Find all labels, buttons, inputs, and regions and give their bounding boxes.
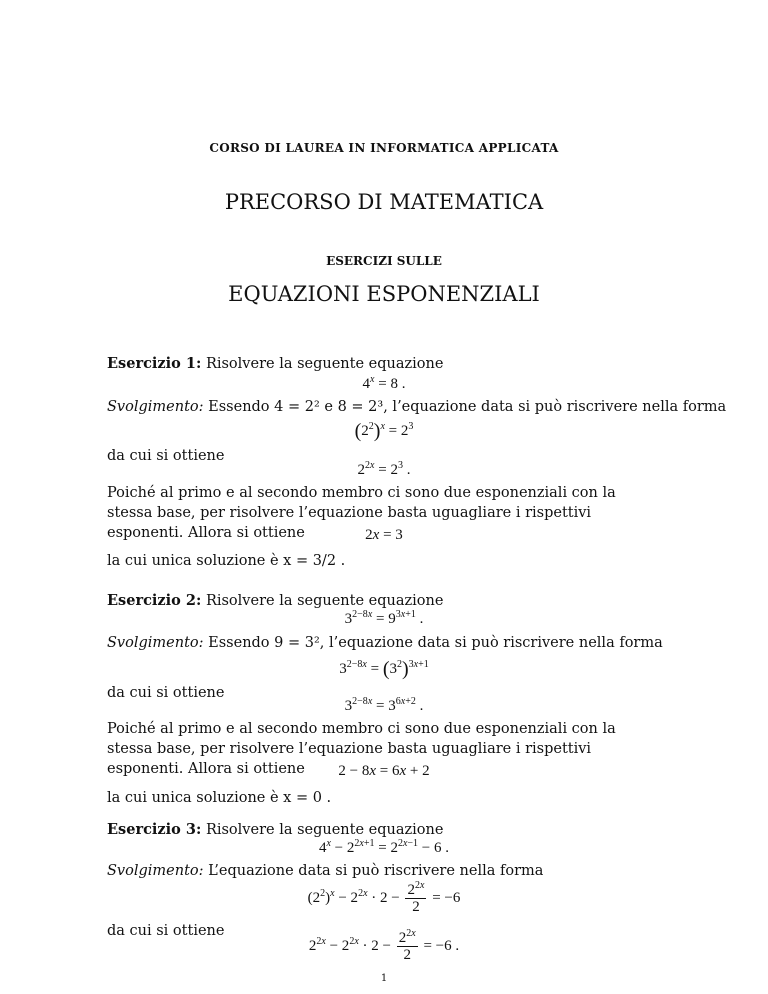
svolgimento-label: Svolgimento: [107, 635, 204, 651]
ex2-rewrite: $3^{2-8x} = (3^2)^{3x+1}$ [339, 658, 429, 680]
exercise-3-svolgimento-text: L’equazione data si può riscrivere nella forma [208, 863, 544, 879]
exercise-3-prompt: Risolvere la seguente equazione [205, 822, 444, 838]
ex1-da-cui: da cui si ottiene [107, 448, 225, 464]
ex2-equation: $3^{2-8x} = 9^{3x+1}$ . [344, 609, 424, 627]
exercise-3-svolgimento [107, 862, 543, 882]
ex1-exponents: 2x = 3 [365, 527, 403, 543]
exercise-1-svolgimento [107, 398, 726, 418]
ex3-result: $2^{2x} - 2^{2x} \cdot 2$ − $\frac{2^{2x}}{2}$ = −6 . [308, 928, 460, 963]
page-number: 1 [380, 973, 388, 984]
ex3-equation: $4^x - 2^{2x+1} = 2^{2x-1} - 6$ . [318, 838, 450, 856]
ex2-exponents: 2 − 8x = 6x + 2 [338, 763, 430, 779]
exercise-1-prompt: Risolvere la seguente equazione [205, 356, 444, 372]
exercise-2-prompt: Risolvere la seguente equazione [205, 593, 444, 609]
exercise-2-svolgimento [107, 634, 663, 654]
ex1-equation: $4^x = 8$ . [362, 374, 406, 392]
svolgimento-label: Svolgimento: [107, 863, 204, 879]
ex2-da-cui: da cui si ottiene [107, 685, 225, 701]
ex3-rewrite: $(2^2)^x - 2^{2x} \cdot 2$ − $\frac{2^{2x}}{2}$ = −6 [307, 880, 461, 915]
ex2-result: $3^{2-8x} = 3^{6x+2}$ . [344, 696, 424, 714]
ex2-poiche: Poiché al primo e al secondo membro ci sono due esponenziali con la stessa base, per risolvere l’equazione basta uguagliare i rispettivi esponenti. Allora si ottiene [107, 721, 616, 777]
ex1-result: $2^{2x} = 2^3$ . [357, 460, 411, 478]
ex1-poiche: Poiché al primo e al secondo membro ci sono due esponenziali con la stessa base, per risolvere l’equazione basta uguagliare i rispettivi esponenti. Allora si ottiene [107, 485, 616, 541]
exercise-3-intro [107, 820, 443, 841]
ex1-rewrite: $(2^2)^x = 2^3$ [354, 420, 414, 442]
exercise-3-heading: Esercizio 3: [107, 821, 202, 838]
exercise-1-svolgimento-text: Essendo 4 = 2² e 8 = 2³, l’equazione data si può riscrivere nella forma [208, 399, 727, 415]
ex3-da-cui: da cui si ottiene [107, 923, 225, 939]
svolgimento-label: Svolgimento: [107, 399, 204, 415]
ex2-solution: la cui unica soluzione è x = 0 . [107, 790, 332, 806]
ex1-solution: la cui unica soluzione è x = 3/2 . [107, 553, 346, 569]
topic-title: EQUAZIONI ESPONENZIALI [228, 282, 540, 306]
exercise-1-heading: Esercizio 1: [107, 355, 202, 372]
exercise-2-svolgimento-text: Essendo 9 = 3², l’equazione data si può riscrivere nella forma [208, 635, 663, 651]
course-title: CORSO DI LAUREA IN INFORMATICA APPLICATA [209, 141, 559, 155]
page-title: PRECORSO DI MATEMATICA [224, 190, 544, 214]
exercise-1-intro [107, 354, 443, 375]
subtitle: ESERCIZI SULLE [326, 254, 442, 268]
exercise-2-intro [107, 591, 443, 612]
exercise-2-heading: Esercizio 2: [107, 592, 202, 609]
